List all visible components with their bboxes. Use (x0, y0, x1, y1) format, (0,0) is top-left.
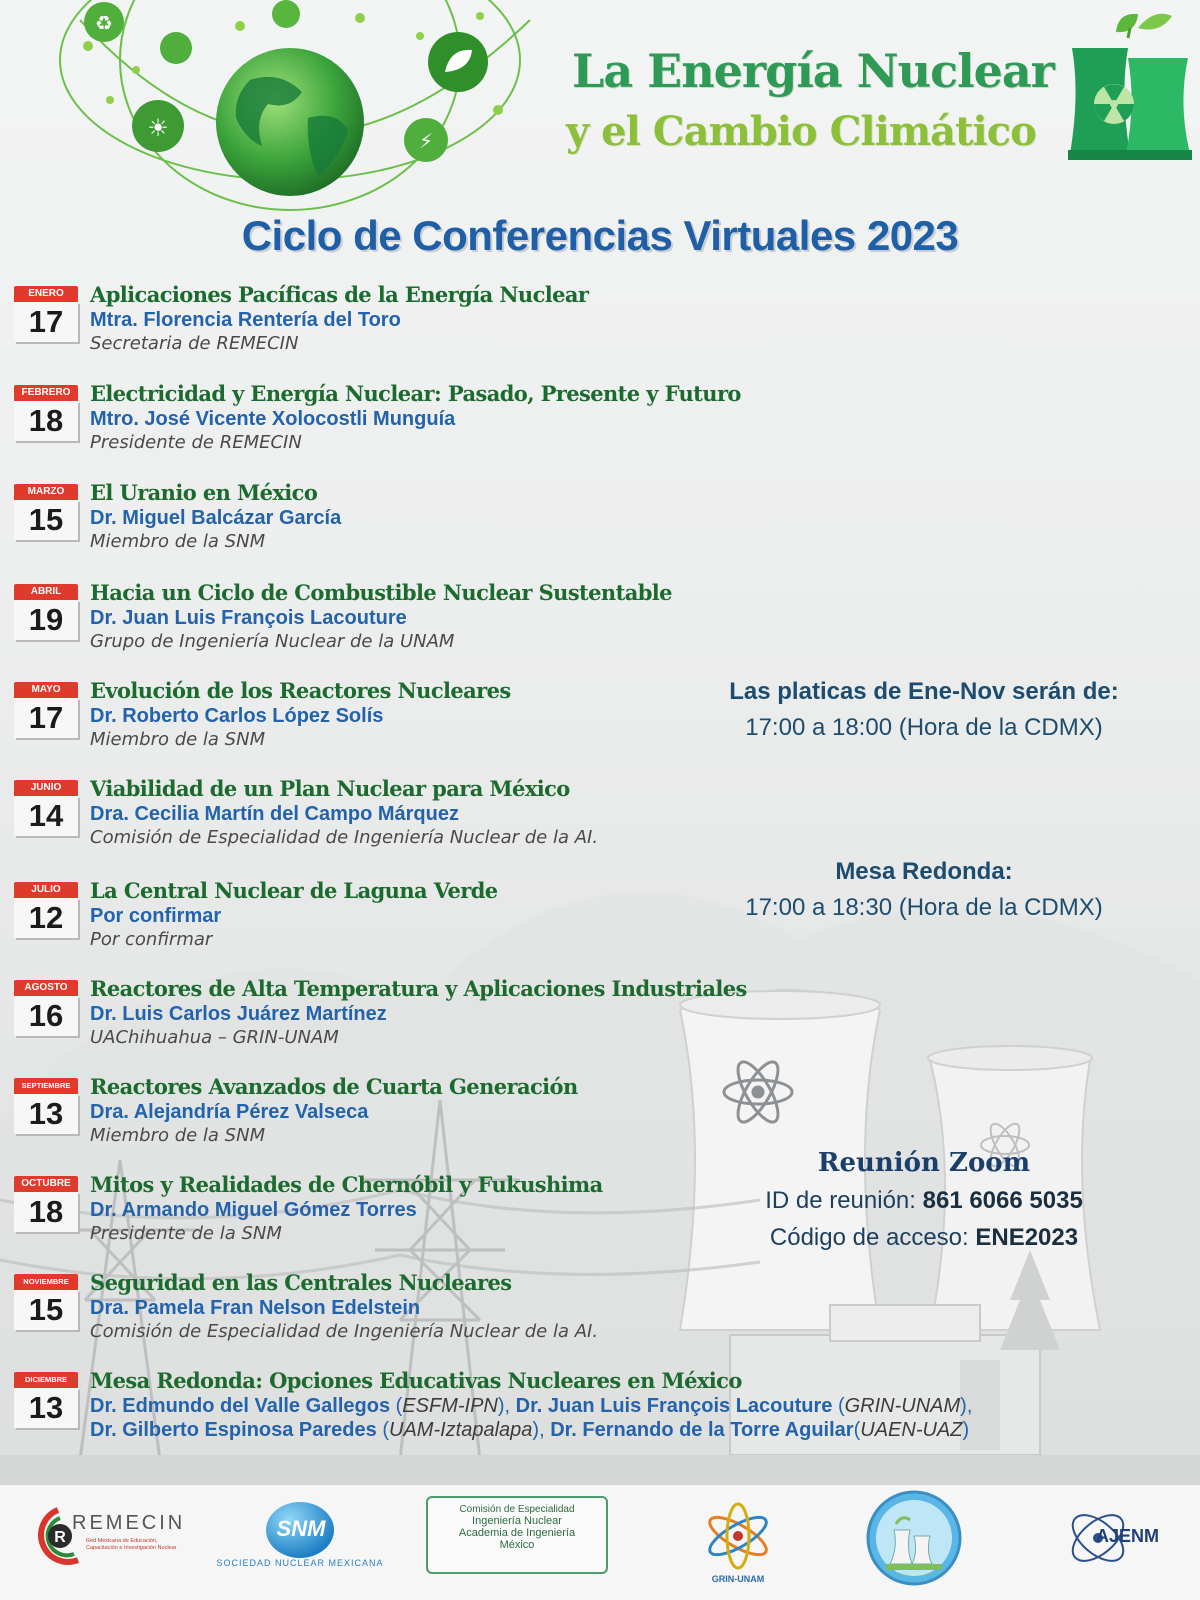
event-speaker: Mtro. José Vicente Xolocostli Munguía (90, 408, 456, 430)
event-title: Mesa Redonda: Opciones Educativas Nucleares en México (90, 1368, 742, 1393)
zoom-heading: Reunión Zoom (817, 1148, 1031, 1178)
panelist-affiliation: ESFM-IPN (402, 1395, 498, 1417)
event-day: 13 (14, 1388, 78, 1428)
main-title-line1: La Energía Nuclear (572, 44, 1054, 98)
event-day: 15 (14, 1290, 78, 1330)
date-badge (14, 780, 78, 838)
event-month: JULIO (14, 882, 78, 898)
panelists-line-2: Dr. Gilberto Espinosa Paredes (UAM-Iztapalapa), Dr. Fernando de la Torre Aguilar(UAEN-UAZ) (90, 1419, 970, 1441)
grin-atom-icon (696, 1494, 780, 1574)
event-month: NOVIEMBRE (14, 1274, 78, 1290)
grin-unam-logo (696, 1494, 780, 1594)
event-speaker: Dr. Armando Miguel Gómez Torres (90, 1199, 417, 1221)
nuclear-plant-badge-icon (866, 1490, 962, 1586)
event-title: La Central Nuclear de Laguna Verde (90, 878, 498, 903)
event-day: 12 (14, 898, 78, 938)
date-badge (14, 882, 78, 940)
event-speaker-role: Secretaria de REMECIN (90, 333, 299, 354)
event-month: DICIEMBRE (14, 1372, 78, 1388)
event-speaker: Dr. Luis Carlos Juárez Martínez (90, 1003, 387, 1025)
event-speaker: Dr. Roberto Carlos López Solís (90, 705, 384, 727)
event-day: 19 (14, 600, 78, 640)
panelist-name: Dr. Juan Luis François Lacouture (515, 1395, 833, 1417)
event-title: Reactores de Alta Temperatura y Aplicaciones Industriales (90, 976, 747, 1001)
date-badge (14, 980, 78, 1038)
ai-line4: México (499, 1539, 535, 1551)
academia-ingenieria-logo (426, 1496, 608, 1574)
date-badge (14, 385, 78, 443)
event-title: Hacia un Ciclo de Combustible Nuclear Sustentable (90, 580, 672, 605)
snm-name: SNM (276, 1516, 326, 1541)
ai-line1: Comisión de Especialidad (459, 1504, 575, 1515)
date-badge (14, 286, 78, 344)
remecin-tagline: Red Mexicana de Educación, Capacitación e Investigación Nuclear (86, 1538, 177, 1551)
talks-schedule-info (684, 674, 1164, 746)
zoom-access-code (684, 1219, 1164, 1256)
event-month: FEBRERO (14, 385, 78, 401)
panelist-name: Dr. Edmundo del Valle Gallegos (90, 1395, 391, 1417)
zoom-meeting-info (684, 1144, 1164, 1256)
panelists-line-1: Dr. Edmundo del Valle Gallegos (ESFM-IPN), Dr. Juan Luis François Lacouture (GRIN-UNAM), (90, 1395, 973, 1417)
event-day: 17 (14, 698, 78, 738)
event-month: SEPTIEMBRE (14, 1078, 78, 1094)
date-badge (14, 1372, 78, 1430)
panelist-name: Dr. Fernando de la Torre Aguilar (550, 1419, 854, 1441)
event-month: ENERO (14, 286, 78, 302)
event-month: MAYO (14, 682, 78, 698)
panelist-affiliation: UAEN-UAZ (860, 1419, 963, 1441)
event-month: MARZO (14, 484, 78, 500)
event-speaker-role: Comisión de Especialidad de Ingeniería Nuclear de la AI. (90, 827, 599, 848)
event-speaker: Por confirmar (90, 905, 222, 927)
ai-line2: Ingeniería Nuclear (472, 1515, 562, 1527)
zoom-meeting-id (684, 1182, 1164, 1219)
event-speaker-role: Presidente de la SNM (90, 1223, 282, 1244)
zoom-id-label: ID de reunión: (765, 1187, 923, 1214)
panel-schedule-heading: Mesa Redonda: (835, 858, 1013, 885)
event-title: Reactores Avanzados de Cuarta Generación (90, 1074, 578, 1099)
event-speaker: Dra. Pamela Fran Nelson Edelstein (90, 1297, 421, 1319)
event-title: Mitos y Realidades de Chernóbil y Fukushima (90, 1172, 603, 1197)
zoom-code-value[interactable]: ENE2023 (975, 1224, 1079, 1251)
svg-text:R: R (54, 1529, 66, 1546)
talks-schedule-time: 17:00 a 18:00 (Hora de la CDMX) (745, 714, 1103, 741)
event-title: Viabilidad de un Plan Nuclear para México (90, 776, 570, 801)
event-speaker-role: Comisión de Especialidad de Ingeniería Nuclear de la AI. (90, 1321, 599, 1342)
sponsor-logos (0, 1488, 1200, 1600)
event-title: El Uranio en México (90, 480, 318, 505)
panel-schedule-info (684, 854, 1164, 926)
snm-tagline: SOCIEDAD NUCLEAR MEXICANA (216, 1558, 384, 1568)
svg-text:☀: ☀ (147, 114, 169, 142)
event-day: 15 (14, 500, 78, 540)
event-title: Evolución de los Reactores Nucleares (90, 678, 511, 703)
panelist-affiliation: GRIN-UNAM (844, 1395, 961, 1417)
event-day: 18 (14, 1192, 78, 1232)
event-title: Electricidad y Energía Nuclear: Pasado, Presente y Futuro (90, 381, 741, 406)
event-day: 16 (14, 996, 78, 1036)
event-speaker-role: Presidente de REMECIN (90, 432, 302, 453)
event-day: 17 (14, 302, 78, 342)
event-month: JUNIO (14, 780, 78, 796)
remecin-logo (20, 1498, 190, 1578)
event-speaker: Dra. Alejandría Pérez Valseca (90, 1101, 369, 1123)
event-day: 18 (14, 401, 78, 441)
event-day: 14 (14, 796, 78, 836)
grin-name: GRIN-UNAM (711, 1574, 765, 1584)
event-title: Aplicaciones Pacíficas de la Energía Nuclear (90, 282, 589, 307)
main-title-line2: y el Cambio Climático (566, 108, 1036, 155)
ai-line3: Academia de Ingeniería (458, 1527, 576, 1539)
zoom-code-label: Código de acceso: (769, 1224, 976, 1251)
date-badge (14, 682, 78, 740)
date-badge (14, 1176, 78, 1234)
event-speaker: Mtra. Florencia Rentería del Toro (90, 309, 401, 331)
event-speaker-role: Miembro de la SNM (90, 531, 266, 552)
event-speaker-role: UAChihuahua – GRIN-UNAM (90, 1027, 339, 1048)
talks-schedule-heading: Las platicas de Ene-Nov serán de: (729, 678, 1119, 705)
event-speaker: Dr. Miguel Balcázar García (90, 507, 342, 529)
page-subtitle: Ciclo de Conferencias Virtuales 2023 (241, 212, 959, 259)
event-day: 13 (14, 1094, 78, 1134)
zoom-id-value[interactable]: 861 6066 5035 (922, 1187, 1083, 1214)
energia-nuclear-badge-logo (866, 1490, 962, 1586)
date-badge (14, 584, 78, 642)
ajenm-name: AJENM (1096, 1526, 1160, 1546)
date-badge (14, 484, 78, 542)
event-month: AGOSTO (14, 980, 78, 996)
event-title: Seguridad en las Centrales Nucleares (90, 1270, 512, 1295)
date-badge (14, 1078, 78, 1136)
event-speaker: Dra. Cecilia Martín del Campo Márquez (90, 803, 459, 825)
event-month: OCTUBRE (14, 1176, 78, 1192)
event-speaker-role: Por confirmar (90, 929, 213, 950)
svg-text:⚡: ⚡ (418, 129, 434, 153)
svg-text:♻: ♻ (95, 11, 113, 35)
remecin-name: REMECIN (72, 1512, 186, 1534)
date-badge (14, 1274, 78, 1332)
snm-logo (210, 1492, 390, 1592)
event-speaker-role: Miembro de la SNM (90, 729, 266, 750)
ajenm-logo (1060, 1500, 1178, 1580)
panelist-affiliation: UAM-Iztapalapa (389, 1419, 533, 1441)
event-speaker-role: Miembro de la SNM (90, 1125, 266, 1146)
panel-schedule-time: 17:00 a 18:30 (Hora de la CDMX) (745, 894, 1103, 921)
event-speaker: Dr. Juan Luis François Lacouture (90, 607, 407, 629)
event-month: ABRIL (14, 584, 78, 600)
event-speaker-role: Grupo de Ingeniería Nuclear de la UNAM (90, 631, 455, 652)
panelist-name: Dr. Gilberto Espinosa Paredes (90, 1419, 377, 1441)
